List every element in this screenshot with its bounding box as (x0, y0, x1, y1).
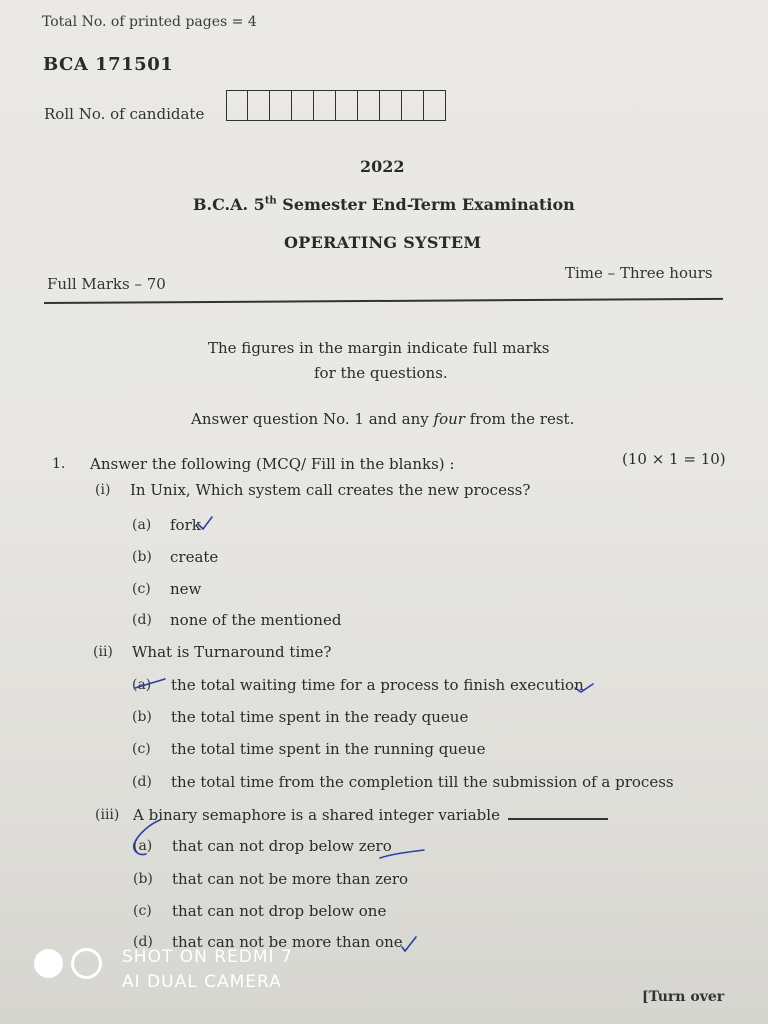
option-text: create (170, 548, 219, 566)
tick-mark-icon (196, 515, 214, 531)
option-label: (d) (132, 774, 152, 790)
roll-box (358, 90, 380, 121)
subject-title: OPERATING SYSTEM (284, 233, 482, 252)
option-label: (c) (133, 903, 152, 919)
option-label: (d) (133, 934, 153, 950)
question-number: 1. (52, 456, 66, 472)
roll-box (380, 90, 402, 121)
roll-number-boxes (226, 90, 446, 121)
option-label: (a) (132, 677, 152, 693)
watermark-dot-filled-icon (34, 949, 63, 978)
full-marks: Full Marks – 70 (47, 275, 166, 293)
marks-note-line1: The figures in the margin indicate full marks (208, 339, 550, 357)
subquestion-text: A binary semaphore is a shared integer variable (133, 806, 500, 824)
underline-mark-icon (378, 848, 426, 862)
roll-box (424, 90, 446, 121)
exam-title-suffix: Semester End-Term Examination (276, 195, 575, 214)
exam-title-sup: th (264, 195, 277, 207)
camera-watermark-icon (34, 948, 102, 979)
roll-box (402, 90, 424, 121)
option-text: the total time spent in the running queue (171, 740, 486, 758)
option-label: (c) (132, 581, 151, 597)
option-text: that can not drop below one (172, 902, 387, 920)
option-text: fork (170, 516, 201, 534)
watermark-line2: AI DUAL CAMERA (122, 972, 282, 992)
watermark-line1: SHOT ON REDMI 7 (122, 947, 293, 967)
option-text: new (170, 580, 202, 598)
roll-box (270, 90, 292, 121)
option-text: that can not be more than zero (172, 870, 409, 888)
exam-title-prefix: B.C.A. 5 (193, 195, 265, 214)
watermark-dot-ring-icon (71, 948, 102, 979)
subquestion-number: (ii) (93, 644, 113, 660)
answer-instruction (191, 410, 574, 428)
option-text: that can not drop below zero (172, 837, 392, 855)
subquestion-text: What is Turnaround time? (132, 643, 332, 661)
option-label: (d) (132, 612, 152, 628)
option-text: none of the mentioned (170, 611, 342, 629)
option-label: (a) (132, 517, 152, 533)
marks-note-line2: for the questions. (314, 364, 448, 382)
circle-mark-icon (130, 818, 162, 858)
roll-box (314, 90, 336, 121)
roll-box (248, 90, 270, 121)
paper-code: BCA 171501 (43, 54, 174, 75)
roll-box (226, 90, 248, 121)
option-label: (c) (132, 741, 151, 757)
option-text: the total time from the completion till the submission of a process (171, 773, 674, 791)
option-label: (b) (133, 871, 153, 887)
roll-number-label: Roll No. of candidate (44, 105, 205, 123)
option-label: (b) (132, 709, 152, 725)
exam-title (193, 195, 575, 214)
header-divider (44, 298, 723, 304)
option-text: that can not be more than one (172, 933, 403, 951)
strike-mark-icon (131, 676, 167, 692)
tick-mark-icon (400, 935, 418, 953)
instruction-pre: Answer question No. 1 and any (191, 410, 434, 428)
tick-mark-icon (573, 678, 595, 694)
printed-pages-count: Total No. of printed pages = 4 (42, 14, 257, 30)
question-marks: (10 × 1 = 10) (622, 450, 726, 468)
instruction-emphasis: four (433, 410, 465, 428)
subquestion-number: (i) (95, 482, 111, 498)
option-label: (b) (132, 549, 152, 565)
exam-year: 2022 (360, 157, 405, 176)
roll-box (336, 90, 358, 121)
option-text: the total time spent in the ready queue (171, 708, 469, 726)
instruction-post: from the rest. (464, 410, 575, 428)
turn-over-note: [Turn over (642, 989, 725, 1005)
question-text: Answer the following (MCQ/ Fill in the blanks) : (90, 455, 455, 473)
roll-box (292, 90, 314, 121)
subquestion-text: In Unix, Which system call creates the new process? (130, 481, 531, 499)
exam-duration: Time – Three hours (565, 264, 713, 282)
fill-in-blank-line (508, 818, 608, 820)
subquestion-number: (iii) (95, 807, 120, 823)
option-label: (a) (133, 838, 153, 854)
option-text: the total waiting time for a process to finish execution (171, 676, 584, 694)
